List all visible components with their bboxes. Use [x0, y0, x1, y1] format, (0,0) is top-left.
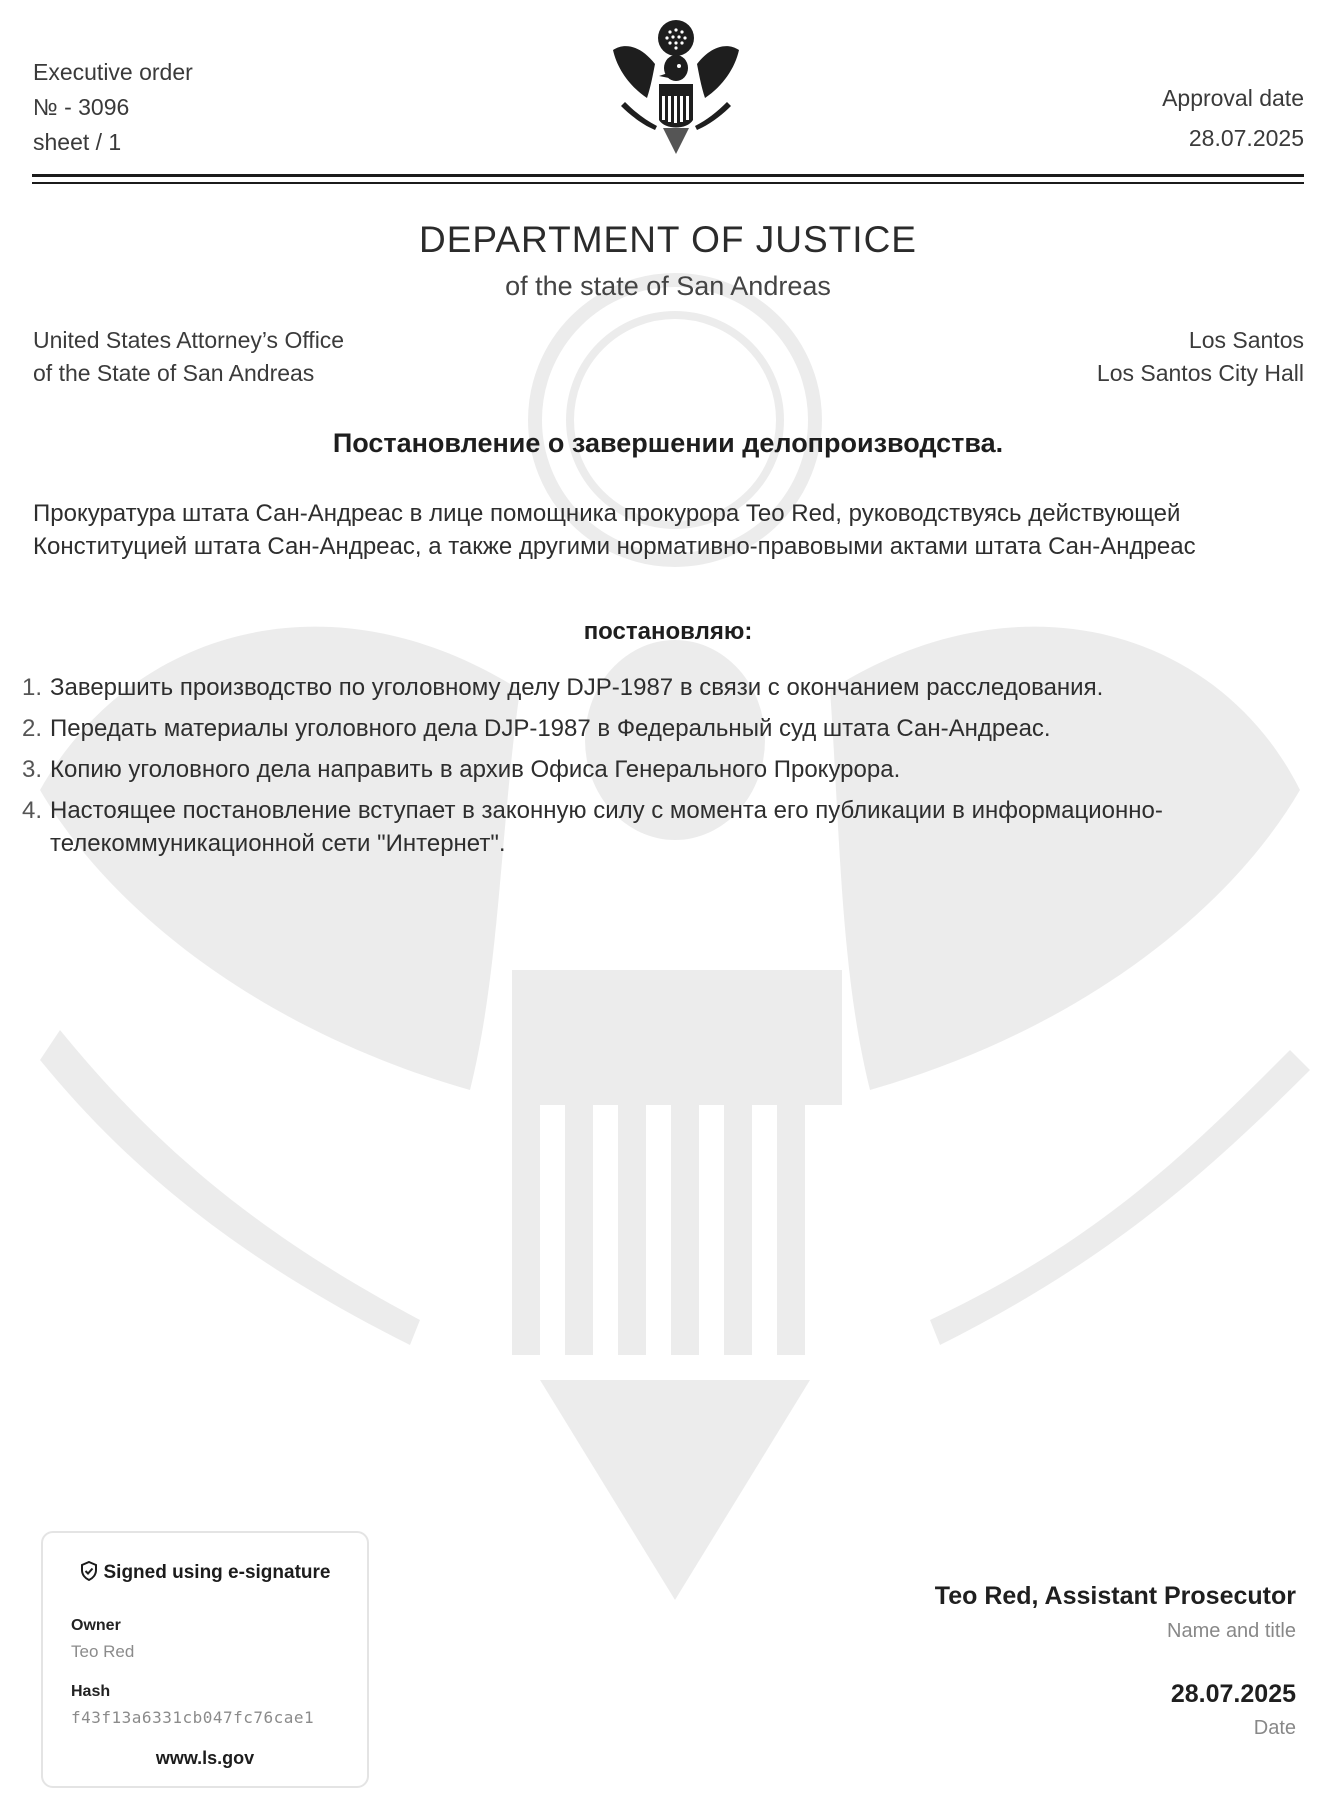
header-divider-thin — [32, 182, 1304, 184]
sheet-number: sheet / 1 — [33, 129, 122, 155]
decree-item-number: 4. — [22, 797, 43, 824]
hash-label: Hash — [71, 1683, 111, 1700]
approval-label: Approval date — [1162, 85, 1304, 111]
decree-item — [22, 712, 1300, 745]
department-subtitle: of the state of San Andreas — [505, 271, 831, 301]
header-divider — [32, 174, 1304, 177]
hash-value: f43f13a6331cb047fc76cae1 — [71, 1708, 315, 1727]
decree-items-list — [22, 671, 1300, 868]
signature-date-label: Date — [1253, 1717, 1296, 1739]
decree-item-text: Завершить производство по уголовному делу DJP-1987 в связи с окончанием расследования. — [50, 674, 1104, 701]
decree-item — [22, 794, 1300, 860]
decree-item-text: Передать материалы уголовного дела DJP-1987 в Федеральный суд штата Сан-Андреас. — [50, 715, 1051, 742]
order-number: № - 3096 — [33, 94, 130, 120]
document-title: Постановление о завершении делопроизводства. — [332, 428, 1004, 458]
approval-info — [1162, 78, 1304, 158]
decree-heading: постановляю: — [583, 618, 753, 645]
e-signature-heading-text: Signed using e-signature — [103, 1562, 331, 1583]
e-signature-card — [41, 1531, 369, 1788]
issuing-office — [33, 324, 344, 390]
website-link[interactable]: www.ls.gov — [155, 1748, 255, 1768]
watermark-seal-icon — [0, 270, 1328, 1610]
order-type: Executive order — [33, 59, 193, 85]
decree-item-text: Копию уголовного дела направить в архив Офиса Генерального Прокурора. — [50, 756, 901, 783]
issuing-location — [1097, 324, 1304, 390]
great-seal-icon — [611, 16, 741, 160]
location-building: Los Santos City Hall — [1096, 360, 1304, 386]
owner-label: Owner — [71, 1617, 121, 1634]
e-signature-heading — [43, 1561, 367, 1584]
decree-item — [22, 753, 1300, 786]
signature-date: 28.07.2025 — [1170, 1680, 1296, 1708]
decree-item-number: 1. — [22, 674, 43, 701]
owner-value: Teo Red — [71, 1642, 135, 1661]
signatory-name-label: Name and title — [1167, 1620, 1296, 1642]
decree-item — [22, 671, 1300, 704]
shield-check-icon — [80, 1561, 98, 1581]
office-line-2: of the State of San Andreas — [33, 360, 315, 386]
location-city: Los Santos — [1188, 327, 1304, 353]
department-title: DEPARTMENT OF JUSTICE — [419, 219, 917, 260]
approval-date: 28.07.2025 — [1188, 125, 1304, 151]
office-line-1: United States Attorney’s Office — [33, 327, 345, 353]
decree-item-number: 2. — [22, 715, 43, 742]
preamble-text: Прокуратура штата Сан-Андреас в лице помощника прокурора Teo Red, руководствуясь действующей Конституцией штата Сан-Андреас, а также другими нормативно-правовыми актами штата Сан-Андреас — [33, 500, 1196, 560]
signatory-name: Teo Red, Assistant Prosecutor — [934, 1582, 1296, 1610]
order-info — [33, 55, 193, 160]
decree-item-number: 3. — [22, 756, 43, 783]
decree-item-text: Настоящее постановление вступает в законную силу с момента его публикации в информационно-телекоммуникационной сети "Интернет". — [50, 797, 1163, 857]
